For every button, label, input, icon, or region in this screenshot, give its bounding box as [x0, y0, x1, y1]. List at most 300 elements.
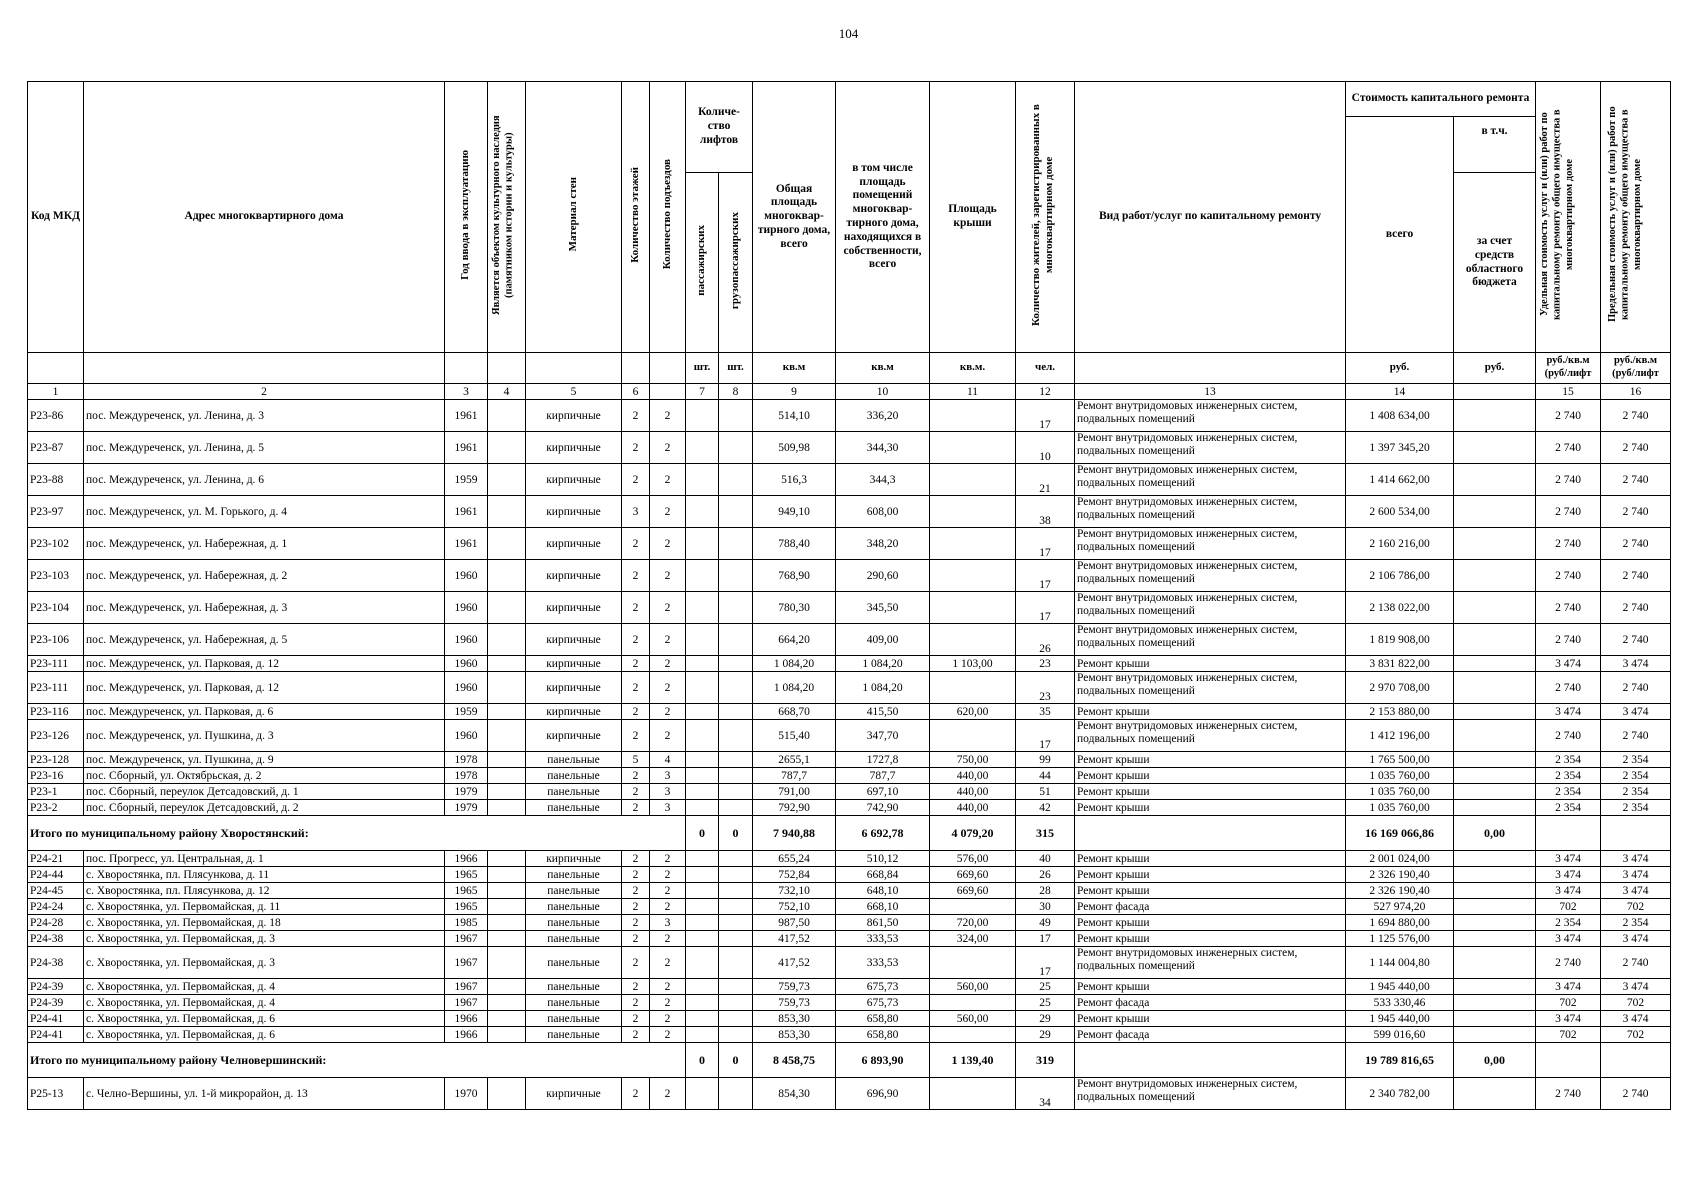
unit-cost: 2 740	[1536, 720, 1601, 752]
table-row	[28, 624, 1671, 656]
cost-total: 1 412 196,00	[1346, 720, 1454, 752]
cost-regional	[1454, 995, 1536, 1011]
work-type: Ремонт внутридомовых инженерных систем, подвальных помещений	[1075, 947, 1346, 979]
residents: 17	[1016, 947, 1075, 979]
area-owned: 333,53	[836, 931, 930, 947]
year: 1970	[445, 1078, 488, 1110]
entrances: 2	[650, 1011, 686, 1027]
lifts-pass	[686, 560, 719, 592]
mkd-code: Р23-106	[28, 624, 84, 656]
header-lifts: Количе-ство лифтов	[686, 82, 753, 173]
heritage	[488, 883, 526, 899]
header-walls: Материал стен	[526, 82, 622, 353]
address: с. Хворостянка, пл. Плясункова, д. 12	[84, 883, 445, 899]
mkd-code: Р23-104	[28, 592, 84, 624]
heritage	[488, 464, 526, 496]
max-cost: 3 474	[1601, 1011, 1671, 1027]
residents: 35	[1016, 704, 1075, 720]
year: 1961	[445, 400, 488, 432]
cost-regional	[1454, 800, 1536, 816]
floors: 2	[622, 915, 650, 931]
lifts-cargo	[719, 464, 753, 496]
column-number	[650, 384, 686, 400]
entrances: 2	[650, 400, 686, 432]
mkd-code: Р24-38	[28, 931, 84, 947]
header-work-type: Вид работ/услуг по капитальному ремонту	[1075, 82, 1346, 353]
work-type: Ремонт внутридомовых инженерных систем, подвальных помещений	[1075, 464, 1346, 496]
mkd-code: Р24-38	[28, 947, 84, 979]
work-type: Ремонт внутридомовых инженерных систем, подвальных помещений	[1075, 432, 1346, 464]
entrances: 2	[650, 883, 686, 899]
roof-area: 1 103,00	[930, 656, 1016, 672]
area-owned: 675,73	[836, 979, 930, 995]
year: 1985	[445, 915, 488, 931]
wall-material: кирпичные	[526, 1078, 622, 1110]
address: пос. Междуреченск, ул. Ленина, д. 6	[84, 464, 445, 496]
empty-cell	[1601, 816, 1671, 851]
mkd-code: Р23-2	[28, 800, 84, 816]
work-type: Ремонт крыши	[1075, 851, 1346, 867]
empty-cell	[1536, 1043, 1601, 1078]
address: пос. Междуреченск, ул. М. Горького, д. 4	[84, 496, 445, 528]
heritage	[488, 752, 526, 768]
cost-total: 2 160 216,00	[1346, 528, 1454, 560]
address: пос. Междуреченск, ул. Парковая, д. 6	[84, 704, 445, 720]
max-cost: 2 740	[1601, 672, 1671, 704]
work-type: Ремонт фасада	[1075, 899, 1346, 915]
residents: 51	[1016, 784, 1075, 800]
lifts-pass	[686, 867, 719, 883]
table-row	[28, 592, 1671, 624]
lifts-cargo	[719, 704, 753, 720]
area-owned: 658,80	[836, 1027, 930, 1043]
max-cost: 2 354	[1601, 768, 1671, 784]
address: с. Хворостянка, пл. Плясункова, д. 11	[84, 867, 445, 883]
wall-material: кирпичные	[526, 432, 622, 464]
area-owned: 658,80	[836, 1011, 930, 1027]
area-total: 514,10	[753, 400, 836, 432]
residents: 10	[1016, 432, 1075, 464]
max-cost: 2 740	[1601, 496, 1671, 528]
mkd-code: Р23-116	[28, 704, 84, 720]
unit-cost: 3 474	[1536, 883, 1601, 899]
mkd-code: Р23-128	[28, 752, 84, 768]
roof-area	[930, 899, 1016, 915]
roof-area	[930, 720, 1016, 752]
column-number: 4	[488, 384, 526, 400]
work-type: Ремонт внутридомовых инженерных систем, подвальных помещений	[1075, 496, 1346, 528]
total-label: Итого по муниципальному району Челновершинский:	[28, 1043, 686, 1078]
area-total: 668,70	[753, 704, 836, 720]
mkd-code: Р23-97	[28, 496, 84, 528]
header-cost-group: Стоимость капитального ремонта	[1346, 82, 1536, 117]
lifts-cargo	[719, 915, 753, 931]
header-code: Код МКД	[28, 82, 84, 353]
area-total: 987,50	[753, 915, 836, 931]
area-total: 791,00	[753, 784, 836, 800]
total-residents: 315	[1016, 816, 1075, 851]
unit-cost: 2 740	[1536, 432, 1601, 464]
total-lifts-cargo: 0	[719, 816, 753, 851]
wall-material: кирпичные	[526, 464, 622, 496]
year: 1967	[445, 947, 488, 979]
table-row	[28, 768, 1671, 784]
roof-area	[930, 624, 1016, 656]
residents: 17	[1016, 560, 1075, 592]
heritage	[488, 704, 526, 720]
cost-total: 1 144 004,80	[1346, 947, 1454, 979]
year: 1966	[445, 1011, 488, 1027]
area-owned: 336,20	[836, 400, 930, 432]
area-owned: 1 084,20	[836, 656, 930, 672]
address: пос. Междуреченск, ул. Набережная, д. 5	[84, 624, 445, 656]
unit-sqm: кв.м	[836, 353, 930, 384]
wall-material: кирпичные	[526, 400, 622, 432]
header-floors: Количество этажей	[622, 82, 650, 353]
year: 1966	[445, 1027, 488, 1043]
unit-rub: руб.	[1346, 353, 1454, 384]
max-cost: 702	[1601, 899, 1671, 915]
cost-total: 3 831 822,00	[1346, 656, 1454, 672]
floors: 2	[622, 851, 650, 867]
table-row	[28, 867, 1671, 883]
wall-material: кирпичные	[526, 704, 622, 720]
cost-total: 1 414 662,00	[1346, 464, 1454, 496]
entrances: 2	[650, 592, 686, 624]
year: 1965	[445, 867, 488, 883]
cost-regional	[1454, 592, 1536, 624]
roof-area: 324,00	[930, 931, 1016, 947]
roof-area	[930, 496, 1016, 528]
lifts-cargo	[719, 432, 753, 464]
floors: 2	[622, 1078, 650, 1110]
lifts-pass	[686, 851, 719, 867]
total-owned-area: 6 692,78	[836, 816, 930, 851]
residents: 26	[1016, 867, 1075, 883]
roof-area: 720,00	[930, 915, 1016, 931]
lifts-cargo	[719, 672, 753, 704]
unit-cost: 2 740	[1536, 672, 1601, 704]
area-owned: 344,3	[836, 464, 930, 496]
table-row	[28, 1011, 1671, 1027]
floors: 2	[622, 883, 650, 899]
residents: 17	[1016, 931, 1075, 947]
cost-regional	[1454, 979, 1536, 995]
lifts-pass	[686, 464, 719, 496]
area-owned: 608,00	[836, 496, 930, 528]
unit-cost: 702	[1536, 1027, 1601, 1043]
max-cost: 2 740	[1601, 947, 1671, 979]
mkd-code: Р23-126	[28, 720, 84, 752]
table-row	[28, 528, 1671, 560]
floors: 2	[622, 931, 650, 947]
address: пос. Междуреченск, ул. Набережная, д. 3	[84, 592, 445, 624]
roof-area: 440,00	[930, 768, 1016, 784]
mkd-code: Р23-1	[28, 784, 84, 800]
unit-cost: 2 740	[1536, 592, 1601, 624]
heritage	[488, 528, 526, 560]
lifts-cargo	[719, 1078, 753, 1110]
unit-cost: 702	[1536, 995, 1601, 1011]
mkd-code: Р23-86	[28, 400, 84, 432]
residents: 28	[1016, 883, 1075, 899]
area-owned: 344,30	[836, 432, 930, 464]
area-total: 759,73	[753, 995, 836, 1011]
mkd-code: Р24-24	[28, 899, 84, 915]
lifts-pass	[686, 931, 719, 947]
roof-area	[930, 464, 1016, 496]
mkd-code: Р24-39	[28, 995, 84, 1011]
lifts-pass	[686, 1027, 719, 1043]
lifts-pass	[686, 979, 719, 995]
heritage	[488, 851, 526, 867]
work-type: Ремонт внутридомовых инженерных систем, подвальных помещений	[1075, 528, 1346, 560]
cost-total: 1 035 760,00	[1346, 768, 1454, 784]
work-type: Ремонт крыши	[1075, 656, 1346, 672]
residents: 38	[1016, 496, 1075, 528]
area-owned: 696,90	[836, 1078, 930, 1110]
header-cost-total: всего	[1346, 117, 1454, 353]
entrances: 2	[650, 720, 686, 752]
entrances: 2	[650, 947, 686, 979]
cost-regional	[1454, 1027, 1536, 1043]
cost-total: 1 408 634,00	[1346, 400, 1454, 432]
floors: 2	[622, 720, 650, 752]
roof-area: 560,00	[930, 979, 1016, 995]
work-type: Ремонт крыши	[1075, 784, 1346, 800]
wall-material: панельные	[526, 979, 622, 995]
table-row	[28, 784, 1671, 800]
cost-regional	[1454, 1011, 1536, 1027]
area-total: 1 084,20	[753, 656, 836, 672]
roof-area: 669,60	[930, 883, 1016, 899]
wall-material: панельные	[526, 867, 622, 883]
wall-material: панельные	[526, 899, 622, 915]
floors: 2	[622, 768, 650, 784]
unit-cost: 3 474	[1536, 1011, 1601, 1027]
heritage	[488, 592, 526, 624]
entrances: 2	[650, 656, 686, 672]
entrances: 3	[650, 915, 686, 931]
address: пос. Междуреченск, ул. Пушкина, д. 3	[84, 720, 445, 752]
header-cost-regional: за счет средств областного бюджета	[1454, 173, 1536, 353]
unit-rub: руб.	[1454, 353, 1536, 384]
header-lifts-pass: пассажирских	[686, 173, 719, 353]
mkd-code: Р24-45	[28, 883, 84, 899]
heritage	[488, 784, 526, 800]
entrances: 2	[650, 931, 686, 947]
work-type: Ремонт внутридомовых инженерных систем, подвальных помещений	[1075, 624, 1346, 656]
roof-area	[930, 528, 1016, 560]
address: с. Хворостянка, ул. Первомайская, д. 3	[84, 947, 445, 979]
cost-total: 2 340 782,00	[1346, 1078, 1454, 1110]
residents: 21	[1016, 464, 1075, 496]
address: с. Хворостянка, ул. Первомайская, д. 4	[84, 979, 445, 995]
area-total: 1 084,20	[753, 672, 836, 704]
table-row	[28, 800, 1671, 816]
residents: 29	[1016, 1027, 1075, 1043]
max-cost: 3 474	[1601, 979, 1671, 995]
table-row	[28, 979, 1671, 995]
area-total: 853,30	[753, 1027, 836, 1043]
lifts-pass	[686, 656, 719, 672]
roof-area	[930, 1078, 1016, 1110]
empty-cell	[1536, 816, 1601, 851]
unit-pcs: шт.	[719, 353, 753, 384]
lifts-pass	[686, 672, 719, 704]
cost-total: 1 035 760,00	[1346, 784, 1454, 800]
cost-regional	[1454, 624, 1536, 656]
column-number: 12	[1016, 384, 1075, 400]
address: пос. Междуреченск, ул. Ленина, д. 3	[84, 400, 445, 432]
lifts-cargo	[719, 1027, 753, 1043]
lifts-pass	[686, 432, 719, 464]
header-heritage: Является объектом культурного наследия (памятником истории и культуры)	[488, 82, 526, 353]
year: 1965	[445, 899, 488, 915]
table-row	[28, 899, 1671, 915]
area-total: 949,10	[753, 496, 836, 528]
lifts-cargo	[719, 995, 753, 1011]
entrances: 2	[650, 672, 686, 704]
wall-material: кирпичные	[526, 496, 622, 528]
mkd-code: Р24-21	[28, 851, 84, 867]
cost-regional	[1454, 784, 1536, 800]
residents: 29	[1016, 1011, 1075, 1027]
lifts-pass	[686, 915, 719, 931]
cost-regional	[1454, 867, 1536, 883]
heritage	[488, 995, 526, 1011]
heritage	[488, 931, 526, 947]
unit-cost: 2 740	[1536, 624, 1601, 656]
area-total: 516,3	[753, 464, 836, 496]
area-total: 515,40	[753, 720, 836, 752]
area-owned: 787,7	[836, 768, 930, 784]
address: с. Хворостянка, ул. Первомайская, д. 18	[84, 915, 445, 931]
cost-total: 527 974,20	[1346, 899, 1454, 915]
year: 1960	[445, 624, 488, 656]
mkd-code: Р23-103	[28, 560, 84, 592]
area-total: 853,30	[753, 1011, 836, 1027]
column-number: 8	[719, 384, 753, 400]
area-owned: 409,00	[836, 624, 930, 656]
work-type: Ремонт крыши	[1075, 867, 1346, 883]
column-number: 13	[1075, 384, 1346, 400]
unit-cost: 3 474	[1536, 656, 1601, 672]
unit-cost: 2 354	[1536, 752, 1601, 768]
area-total: 780,30	[753, 592, 836, 624]
work-type: Ремонт внутридомовых инженерных систем, подвальных помещений	[1075, 400, 1346, 432]
unit-cost: 2 354	[1536, 800, 1601, 816]
heritage	[488, 1078, 526, 1110]
year: 1961	[445, 432, 488, 464]
year: 1967	[445, 995, 488, 1011]
cost-total: 2 970 708,00	[1346, 672, 1454, 704]
area-total: 787,7	[753, 768, 836, 784]
area-total: 655,24	[753, 851, 836, 867]
roof-area: 669,60	[930, 867, 1016, 883]
work-type: Ремонт внутридомовых инженерных систем, подвальных помещений	[1075, 672, 1346, 704]
entrances: 2	[650, 624, 686, 656]
total-lifts-pass: 0	[686, 816, 719, 851]
residents: 49	[1016, 915, 1075, 931]
heritage	[488, 400, 526, 432]
heritage	[488, 720, 526, 752]
year: 1961	[445, 496, 488, 528]
area-owned: 675,73	[836, 995, 930, 1011]
floors: 2	[622, 899, 650, 915]
cost-total: 1 694 880,00	[1346, 915, 1454, 931]
max-cost: 2 740	[1601, 624, 1671, 656]
cost-regional	[1454, 496, 1536, 528]
empty-cell	[1075, 1043, 1346, 1078]
lifts-cargo	[719, 768, 753, 784]
total-cost: 16 169 066,86	[1346, 816, 1454, 851]
year: 1960	[445, 592, 488, 624]
max-cost: 2 740	[1601, 432, 1671, 464]
address: пос. Сборный, переулок Детсадовский, д. 1	[84, 784, 445, 800]
address: с. Хворостянка, ул. Первомайская, д. 11	[84, 899, 445, 915]
table-row	[28, 656, 1671, 672]
header-max-cost: Предельная стоимость услуг и (или) работ по капитальному ремонту общего имущества в многоквартирном доме	[1601, 82, 1671, 353]
work-type: Ремонт крыши	[1075, 915, 1346, 931]
work-type: Ремонт крыши	[1075, 1011, 1346, 1027]
heritage	[488, 979, 526, 995]
header-entrances: Количество подъездов	[650, 82, 686, 353]
cost-total: 1 945 440,00	[1346, 979, 1454, 995]
heritage	[488, 800, 526, 816]
cost-regional	[1454, 656, 1536, 672]
residents: 34	[1016, 1078, 1075, 1110]
residents: 26	[1016, 624, 1075, 656]
wall-material: панельные	[526, 800, 622, 816]
mkd-code: Р24-28	[28, 915, 84, 931]
cost-total: 533 330,46	[1346, 995, 1454, 1011]
floors: 2	[622, 624, 650, 656]
lifts-cargo	[719, 400, 753, 432]
work-type: Ремонт крыши	[1075, 752, 1346, 768]
lifts-pass	[686, 995, 719, 1011]
max-cost: 2 740	[1601, 720, 1671, 752]
year: 1979	[445, 800, 488, 816]
work-type: Ремонт крыши	[1075, 883, 1346, 899]
area-owned: 333,53	[836, 947, 930, 979]
roof-area	[930, 560, 1016, 592]
unit-cost: 3 474	[1536, 867, 1601, 883]
column-number: 14	[1346, 384, 1454, 400]
area-owned: 668,84	[836, 867, 930, 883]
area-total: 664,20	[753, 624, 836, 656]
lifts-pass	[686, 400, 719, 432]
entrances: 2	[650, 979, 686, 995]
wall-material: панельные	[526, 995, 622, 1011]
area-total: 752,10	[753, 899, 836, 915]
lifts-pass	[686, 496, 719, 528]
wall-material: панельные	[526, 752, 622, 768]
year: 1967	[445, 979, 488, 995]
max-cost: 2 354	[1601, 752, 1671, 768]
entrances: 3	[650, 784, 686, 800]
lifts-pass	[686, 883, 719, 899]
area-owned: 415,50	[836, 704, 930, 720]
total-owned-area: 6 893,90	[836, 1043, 930, 1078]
table-row	[28, 931, 1671, 947]
roof-area: 620,00	[930, 704, 1016, 720]
heritage	[488, 624, 526, 656]
mkd-code: Р24-44	[28, 867, 84, 883]
floors: 2	[622, 400, 650, 432]
area-owned: 1727,8	[836, 752, 930, 768]
column-number: 7	[686, 384, 719, 400]
